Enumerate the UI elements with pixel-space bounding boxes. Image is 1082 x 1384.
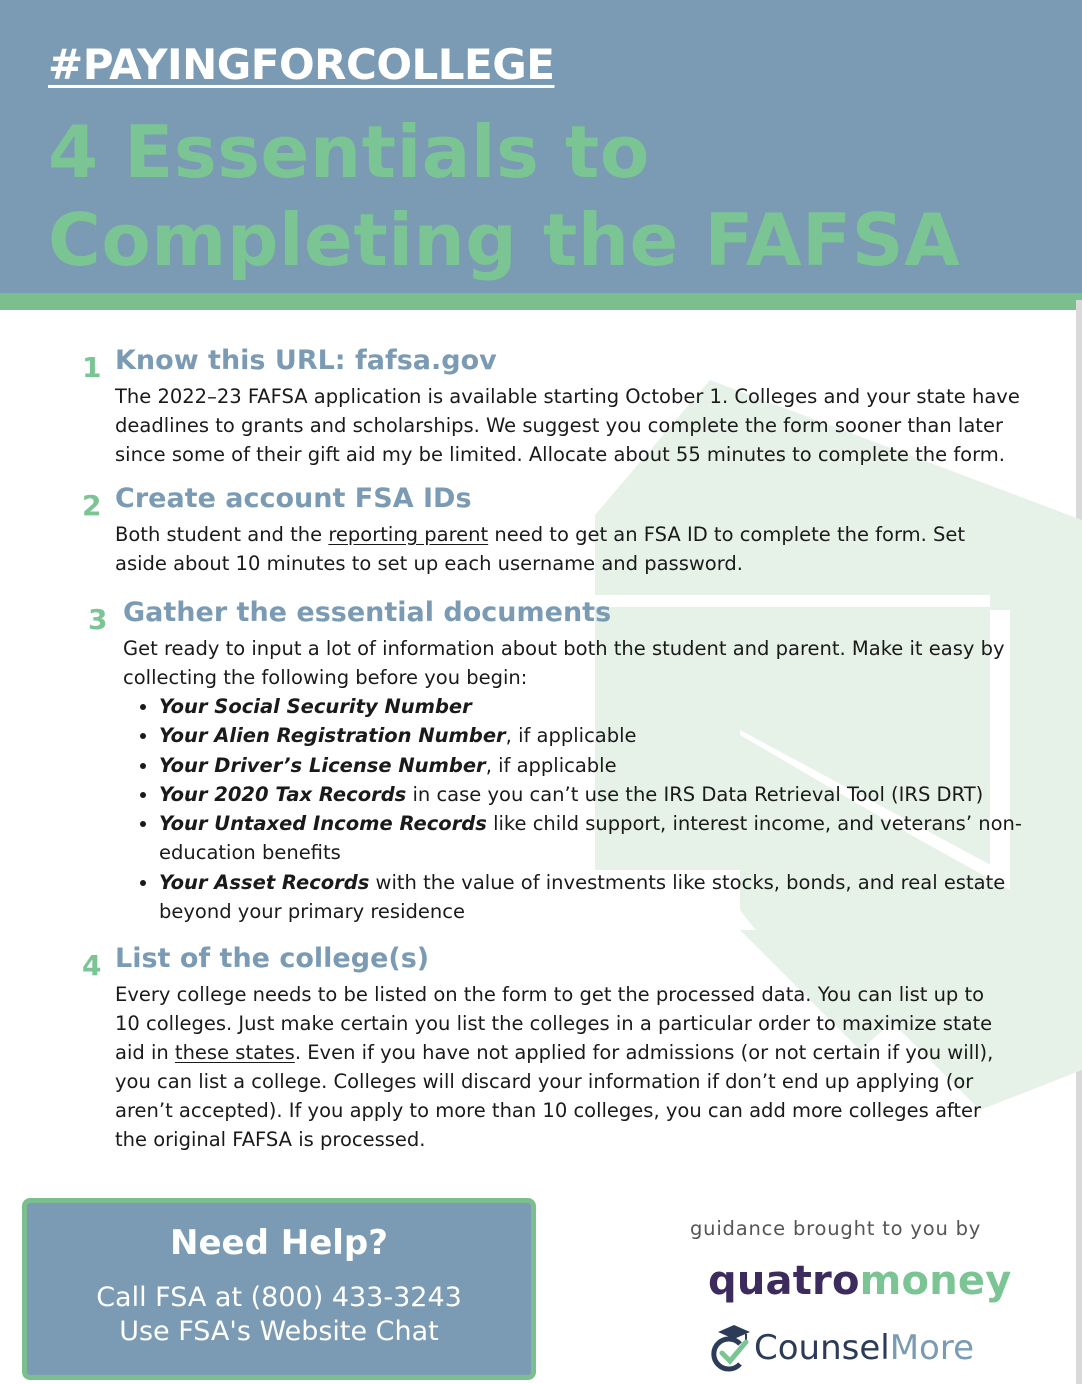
item-bold: Your Asset Records xyxy=(159,870,370,894)
header-stripe xyxy=(0,293,1082,310)
section-title xyxy=(115,345,1032,376)
quatromoney-logo xyxy=(708,1258,1011,1304)
documents-list xyxy=(123,692,1023,926)
item-text: , if applicable xyxy=(485,753,617,777)
these-states-link[interactable]: these states xyxy=(174,1041,295,1064)
section-body: The 2022–23 FAFSA application is available starting October 1. Colleges and your state have deadlines to grants and scholarships. We suggest you complete the form sooner than later since some of their gift aid my be limited. Allocate about 55 minutes to complete the form. xyxy=(115,385,1020,466)
page-title: 4 Essentials to Completing the FAFSA xyxy=(48,110,961,282)
help-title: Need Help? xyxy=(170,1223,388,1263)
help-phone: Call FSA at (800) 433-3243 xyxy=(96,1282,462,1313)
body-text: need to get an FSA ID to complete the form. Set aside about 10 minutes to set up each username and password. xyxy=(115,523,966,575)
logo-text-part: Counsel xyxy=(754,1328,890,1368)
logo-text: quatro xyxy=(708,1258,860,1304)
item-bold: Your 2020 Tax Records xyxy=(159,782,407,806)
help-chat: Use FSA's Website Chat xyxy=(119,1316,439,1347)
section-3 xyxy=(88,597,1023,926)
reporting-parent-link[interactable]: reporting parent xyxy=(328,523,489,546)
item-text: like child support, interest income, and veterans’ non-education benefits xyxy=(159,812,1022,865)
item-bold: Your Untaxed Income Records xyxy=(159,812,487,836)
list-item xyxy=(159,692,1023,721)
item-bold: Your Alien Registration Number xyxy=(159,724,506,748)
section-number: 1 xyxy=(82,351,102,384)
section-body xyxy=(115,980,1002,1154)
graduation-cap-icon xyxy=(710,1322,754,1372)
list-item xyxy=(159,751,1023,780)
section-body xyxy=(115,520,982,578)
body-text: . Even if you have not applied for admissions (or not certain if you will), you can list a college. Colleges will discard your information if don’t end up applying (or aren’t accepted). If you apply to more than 10 colleges, you can add more colleges after the original FAFSA is processed. xyxy=(115,1041,994,1151)
credits-intro: guidance brought to you by xyxy=(690,1217,982,1240)
section-number: 4 xyxy=(82,949,102,982)
section-body: Get ready to input a lot of information about both the student and parent. Make it easy by collecting the following before you begin: xyxy=(123,637,1005,689)
section-title: List of the college(s) xyxy=(115,943,430,974)
section-2 xyxy=(82,483,982,578)
section-number: 3 xyxy=(88,603,108,636)
section-1 xyxy=(82,345,1032,469)
section-title-text: Know this URL: xyxy=(115,345,356,376)
section-number: 2 xyxy=(82,489,102,522)
counselmore-logo xyxy=(710,1322,980,1372)
body-text: Both student and the xyxy=(115,523,329,546)
list-item xyxy=(159,868,1023,927)
item-bold: Your Driver’s License Number xyxy=(159,753,486,777)
header-banner xyxy=(0,0,1082,293)
logo-text xyxy=(754,1328,974,1368)
section-4 xyxy=(82,943,1002,1154)
fafsa-link[interactable]: fafsa.gov xyxy=(355,345,497,376)
list-item xyxy=(159,780,1023,809)
item-bold: Your Social Security Number xyxy=(159,695,472,718)
hashtag-heading: #PAYINGFORCOLLEGE xyxy=(48,40,555,89)
need-help-box xyxy=(22,1198,536,1380)
list-item xyxy=(159,721,1023,750)
item-text: with the value of investments like stocks, bonds, and real estate beyond your primary residence xyxy=(159,870,1006,924)
logo-text-part: More xyxy=(889,1328,975,1368)
logo-text: money xyxy=(859,1258,1012,1304)
section-title: Create account FSA IDs xyxy=(115,483,472,514)
body-text: Every college needs to be listed on the form to get the processed data. You can list up to 10 colleges. Just make certain you list the colleges in a particular order to maximize state aid in xyxy=(115,983,993,1064)
section-title: Gather the essential documents xyxy=(123,597,612,628)
item-text: , if applicable xyxy=(505,724,637,748)
item-text: in case you can’t use the IRS Data Retrieval Tool (IRS DRT) xyxy=(406,782,984,806)
list-item xyxy=(159,809,1023,868)
